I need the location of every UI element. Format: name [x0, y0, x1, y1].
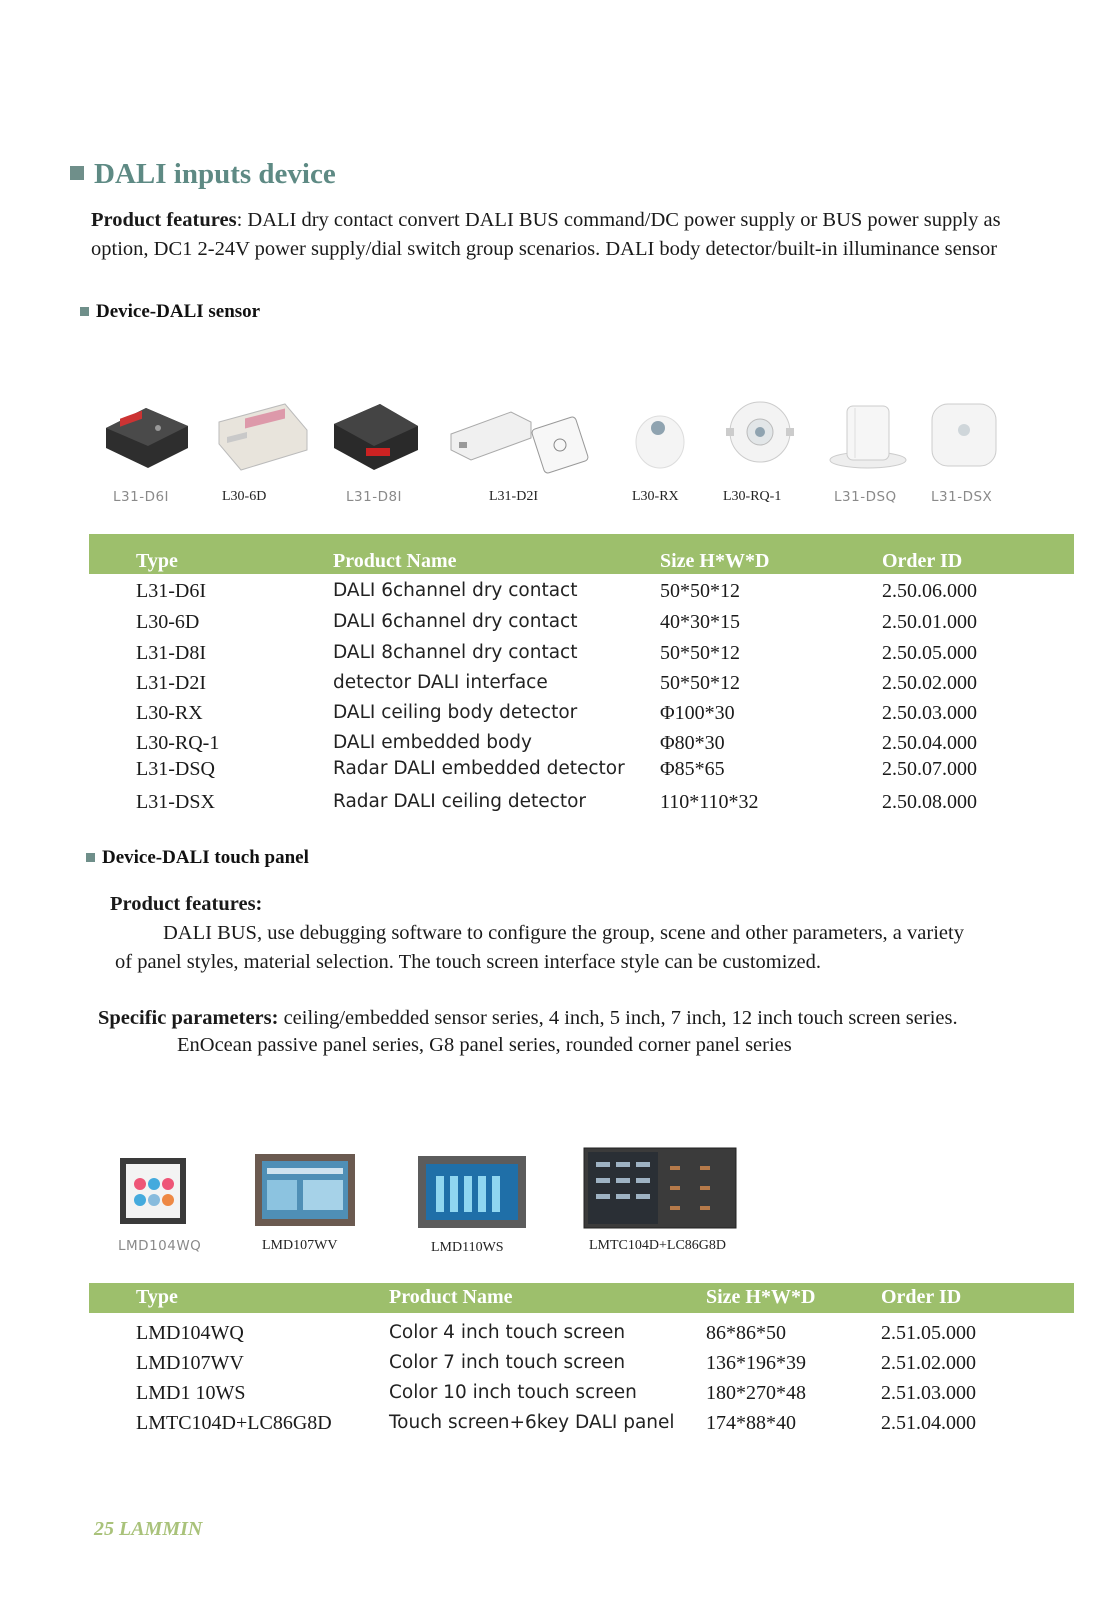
- product-image-lmd107wv: [253, 1152, 357, 1228]
- cell-size: 40*30*15: [660, 611, 740, 633]
- sensor-table-header: [89, 534, 1074, 574]
- header-size: Size H*W*D: [706, 1286, 816, 1308]
- product-image-l31-d6i: [100, 400, 192, 472]
- header-type: Type: [136, 1286, 178, 1308]
- caption-lmd110ws: LMD110WS: [431, 1240, 504, 1255]
- page-footer: 25 LAMMIN: [94, 1518, 203, 1540]
- cell-size: 50*50*12: [660, 642, 740, 664]
- caption-l30-6d: L30-6D: [222, 489, 267, 504]
- cell-order-id: 2.50.08.000: [882, 791, 977, 813]
- cell-size: 50*50*12: [660, 580, 740, 602]
- cell-order-id: 2.50.05.000: [882, 642, 977, 664]
- cell-type: L31-DSQ: [136, 758, 215, 780]
- cell-type: L31-D6I: [136, 580, 206, 602]
- caption-l31-dsx: L31-DSX: [931, 489, 993, 505]
- intro-paragraph: [91, 206, 1051, 264]
- cell-size: 136*196*39: [706, 1352, 806, 1374]
- product-image-l30-6d: [215, 400, 311, 474]
- cell-order-id: 2.50.02.000: [882, 672, 977, 694]
- cell-type: L31-DSX: [136, 791, 215, 813]
- cell-product-name: DALI 8channel dry contact: [333, 642, 578, 663]
- cell-order-id: 2.51.03.000: [881, 1382, 976, 1404]
- cell-type: L30-RQ-1: [136, 732, 220, 754]
- intro-label: Product features: [91, 209, 237, 231]
- header-size: Size H*W*D: [660, 550, 770, 572]
- caption-lmtc104d-lc86g8d: LMTC104D+LC86G8D: [589, 1238, 727, 1253]
- cell-type: LMD1 10WS: [136, 1382, 246, 1404]
- caption-l31-dsq: L31-DSQ: [834, 489, 897, 505]
- cell-product-name: Color 10 inch touch screen: [389, 1382, 637, 1403]
- panel-features-line1: DALI BUS, use debugging software to configure the group, scene and other parameters, a variety: [163, 922, 964, 944]
- header-type: Type: [136, 550, 178, 572]
- caption-l30-rx: L30-RX: [632, 489, 679, 504]
- cell-order-id: 2.50.06.000: [882, 580, 977, 602]
- cell-size: 50*50*12: [660, 672, 740, 694]
- product-image-l30-rq-1: [722, 398, 798, 468]
- product-image-lmtc104d-lc86g8d: [582, 1146, 738, 1230]
- sensor-heading: Device-DALI sensor: [80, 301, 260, 323]
- cell-product-name: Radar DALI embedded detector: [333, 758, 625, 779]
- cell-order-id: 2.50.07.000: [882, 758, 977, 780]
- bullet-square-icon: [80, 307, 89, 316]
- product-image-l31-d8i: [330, 398, 422, 474]
- cell-type: L30-RX: [136, 702, 203, 724]
- caption-l30-rq-1: L30-RQ-1: [723, 489, 782, 504]
- cell-order-id: 2.51.02.000: [881, 1352, 976, 1374]
- params-label: Specific parameters:: [98, 1007, 279, 1029]
- product-image-l30-rx: [630, 402, 690, 472]
- header-product-name: Product Name: [389, 1286, 513, 1308]
- caption-l31-d6i: L31-D6I: [113, 489, 170, 505]
- cell-size: Φ85*65: [660, 758, 725, 780]
- cell-order-id: 2.50.01.000: [882, 611, 977, 633]
- bullet-square-icon: [86, 853, 95, 862]
- cell-size: 110*110*32: [660, 791, 759, 813]
- cell-type: L31-D2I: [136, 672, 206, 694]
- panel-params: [98, 1004, 958, 1033]
- caption-l31-d2i: L31-D2I: [489, 489, 538, 504]
- cell-product-name: Color 4 inch touch screen: [389, 1322, 626, 1343]
- cell-size: Φ100*30: [660, 702, 735, 724]
- cell-type: L31-D8I: [136, 642, 206, 664]
- product-image-l31-dsx: [928, 400, 1000, 470]
- cell-product-name: Radar DALI ceiling detector: [333, 791, 587, 812]
- cell-product-name: DALI ceiling body detector: [333, 702, 578, 723]
- cell-size: Φ80*30: [660, 732, 725, 754]
- cell-product-name: Color 7 inch touch screen: [389, 1352, 626, 1373]
- product-image-l31-dsq: [825, 398, 911, 472]
- header-product-name: Product Name: [333, 550, 457, 572]
- caption-lmd107wv: LMD107WV: [262, 1238, 338, 1253]
- cell-type: LMTC104D+LC86G8D: [136, 1412, 332, 1434]
- params-line1: ceiling/embedded sensor series, 4 inch, 5 inch, 7 inch, 12 inch touch screen series.: [278, 1007, 958, 1029]
- cell-product-name: DALI embedded body: [333, 732, 532, 753]
- panel-table-header: [89, 1283, 1074, 1313]
- product-image-lmd104wq: [118, 1156, 188, 1226]
- caption-l31-d8i: L31-D8I: [346, 489, 403, 505]
- cell-type: LMD107WV: [136, 1352, 244, 1374]
- cell-order-id: 2.50.04.000: [882, 732, 977, 754]
- cell-product-name: DALI 6channel dry contact: [333, 580, 578, 601]
- section-title: DALI inputs device: [70, 158, 336, 191]
- panel-features-label: Product features:: [110, 893, 263, 915]
- bullet-square-icon: [70, 166, 84, 180]
- panel-features-line2: of panel styles, material selection. The touch screen interface style can be customized.: [115, 951, 822, 973]
- cell-size: 86*86*50: [706, 1322, 786, 1344]
- cell-size: 180*270*48: [706, 1382, 806, 1404]
- product-image-lmd110ws: [416, 1154, 528, 1230]
- cell-size: 174*88*40: [706, 1412, 796, 1434]
- caption-lmd104wq: LMD104WQ: [118, 1238, 202, 1254]
- cell-order-id: 2.51.05.000: [881, 1322, 976, 1344]
- product-image-l31-d2i: [447, 404, 595, 474]
- cell-type: LMD104WQ: [136, 1322, 244, 1344]
- cell-product-name: DALI 6channel dry contact: [333, 611, 578, 632]
- params-line2: EnOcean passive panel series, G8 panel series, rounded corner panel series: [177, 1034, 792, 1056]
- header-order-id: Order ID: [881, 1286, 962, 1308]
- cell-order-id: 2.50.03.000: [882, 702, 977, 724]
- cell-type: L30-6D: [136, 611, 200, 633]
- panel-heading: Device-DALI touch panel: [86, 847, 309, 869]
- header-order-id: Order ID: [882, 550, 963, 572]
- cell-order-id: 2.51.04.000: [881, 1412, 976, 1434]
- cell-product-name: detector DALI interface: [333, 672, 548, 693]
- intro-text-1: : DALI dry contact convert DALI BUS command/DC power supply or BUS power supply as: [236, 209, 1001, 231]
- intro-text-2: option, DC1 2-24V power supply/dial switch group scenarios. DALI body detector/built-in illuminance sensor: [91, 238, 998, 260]
- cell-product-name: Touch screen+6key DALI panel: [389, 1412, 675, 1433]
